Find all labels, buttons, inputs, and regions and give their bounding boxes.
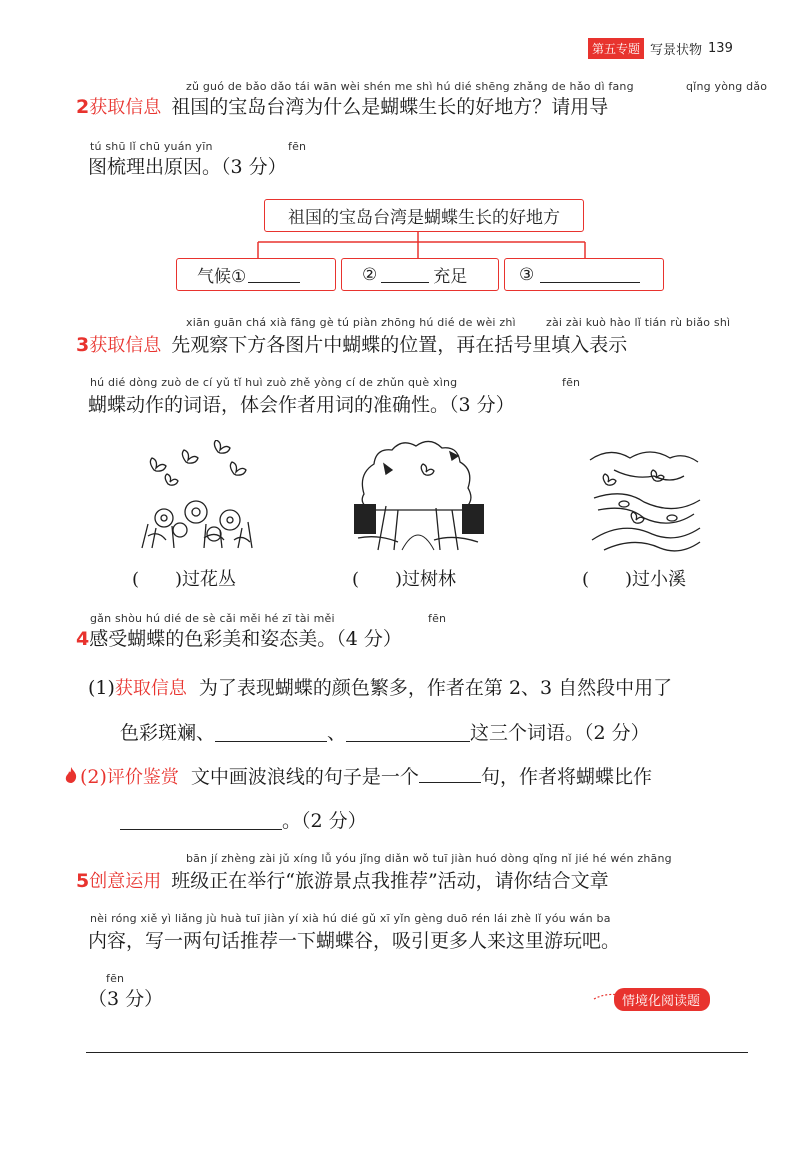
q5-pinyin-2: nèi róng xiě yì liǎng jù huà tuī jiàn yí xià hú dié gǔ xī yǐn gèng duō rén lái zhè lǐ yóu wán ba [90,912,611,925]
page-header [588,38,733,59]
diagram-box-2 [341,258,499,291]
answer-blank[interactable] [540,266,640,283]
q4-sub2-line-1 [80,762,652,789]
q5-line-2: 内容，写一两句话推荐一下蝴蝶谷，吸引更多人来这里游玩吧。 [88,930,621,952]
diagram-box-3 [504,258,664,291]
answer-blank[interactable] [346,722,470,742]
q3-line-1 [76,330,627,357]
caption-stream: ( )过小溪 [582,569,687,590]
answer-line[interactable] [86,1052,748,1053]
q4-pinyin: gǎn shòu hú dié de sè cǎi měi hé zī tài měi [90,612,335,625]
q3-pinyin-1: xiān guān chá xià fāng gè tú piàn zhōng hú dié de wèi zhì [186,316,516,329]
question-tag: 获取信息 [89,97,162,118]
sub-text: 句，作者将蝴蝶比作 [480,766,652,788]
chapter-tag: 第五专题 [588,38,644,59]
question-text: 祖国的宝岛台湾为什么是蝴蝶生长的好地方？请用导 [171,96,609,118]
q5-line-1 [76,866,609,893]
q5-line-3: （3 分） [88,988,164,1010]
sub-label: (2) [80,766,107,788]
q4-line [76,624,402,651]
q2-line-2: 图梳理出原因。（3 分） [88,156,287,178]
diagram-top-text: 祖国的宝岛台湾是蝴蝶生长的好地方 [288,208,560,228]
q3-pinyin-2: hú dié dòng zuò de cí yǔ tǐ huì zuò zhě yòng cí de zhǔn què xìng [90,376,458,389]
question-number: 2 [76,96,90,118]
sub-tag: 获取信息 [114,678,187,699]
question-number: 4 [76,628,90,650]
category-badge [614,988,710,1011]
diagram-box-1 [176,258,336,291]
q4-pinyin-b: fēn [428,612,447,625]
question-text: 感受蝴蝶的色彩美和姿态美。（4 分） [89,628,402,650]
q2-line-1 [76,92,608,119]
section-title: 写景状物 [650,43,703,58]
badge-label: 情境化阅读题 [614,988,710,1011]
q4-sub2-line-2 [120,806,367,833]
sub-text: 这三个词语。（2 分） [470,722,650,744]
box-3-label: ③ [519,264,535,285]
question-number: 5 [76,870,90,892]
answer-blank[interactable] [120,810,282,830]
q4-sub1-line-2 [120,718,650,745]
q3-pinyin-1b: zài zài kuò hào lǐ tián rù biǎo shì [546,316,731,329]
sub-text: 、 [327,722,347,744]
box-2-suffix: 充足 [433,267,468,287]
answer-blank[interactable] [215,722,327,742]
q5-pinyin-3: fēn [106,972,125,985]
sub-tag: 评价鉴赏 [106,767,179,788]
caption-flowers: ( )过花丛 [132,569,237,590]
q2-pinyin-1: zǔ guó de bǎo dǎo tái wān wèi shén me shì hú dié shēng zhǎng de hǎo dì fang [186,80,634,93]
answer-blank[interactable] [248,266,300,283]
page-number: 139 [708,41,733,56]
caption-forest: ( )过树林 [352,569,457,590]
sub-text: 。（2 分） [282,810,367,832]
question-tag: 获取信息 [89,335,162,356]
question-number: 3 [76,334,90,356]
sub-text: 为了表现蝴蝶的颜色繁多，作者在第 2、3 自然段中用了 [198,677,673,699]
sub-text: 色彩斑斓、 [120,722,216,744]
question-tag: 创意运用 [89,871,162,892]
question-text: 先观察下方各图片中蝴蝶的位置，再在括号里填入表示 [171,334,628,356]
q3-pinyin-2b: fēn [562,376,581,389]
q2-pinyin-1b: qǐng yòng dǎo [686,80,768,93]
diagram-top-box [264,199,584,232]
stream-butterflies-image [584,440,704,552]
flowers-butterflies-image [134,440,264,550]
box-1-label: 气候① [197,267,247,287]
sub-text: 文中画波浪线的句子是一个 [190,766,419,788]
question-text: 班级正在举行“旅游景点我推荐”活动，请你结合文章 [171,870,609,892]
q2-pinyin-2b: fēn [288,140,307,153]
q3-line-2: 蝴蝶动作的词语，体会作者用词的准确性。（3 分） [88,394,515,416]
q4-sub1-line-1 [88,673,672,700]
flame-icon [64,766,78,784]
forest-butterflies-image [354,434,484,552]
sub-label: (1) [88,677,115,699]
q5-pinyin-1: bān jí zhèng zài jǔ xíng lǚ yóu jǐng diǎn wǒ tuī jiàn huó dòng qǐng nǐ jié hé wén zhāng [186,852,672,865]
answer-blank[interactable] [419,766,481,783]
box-2-label: ② [362,264,378,285]
q2-pinyin-2: tú shū lǐ chū yuán yīn [90,140,213,153]
answer-blank[interactable] [381,266,429,283]
